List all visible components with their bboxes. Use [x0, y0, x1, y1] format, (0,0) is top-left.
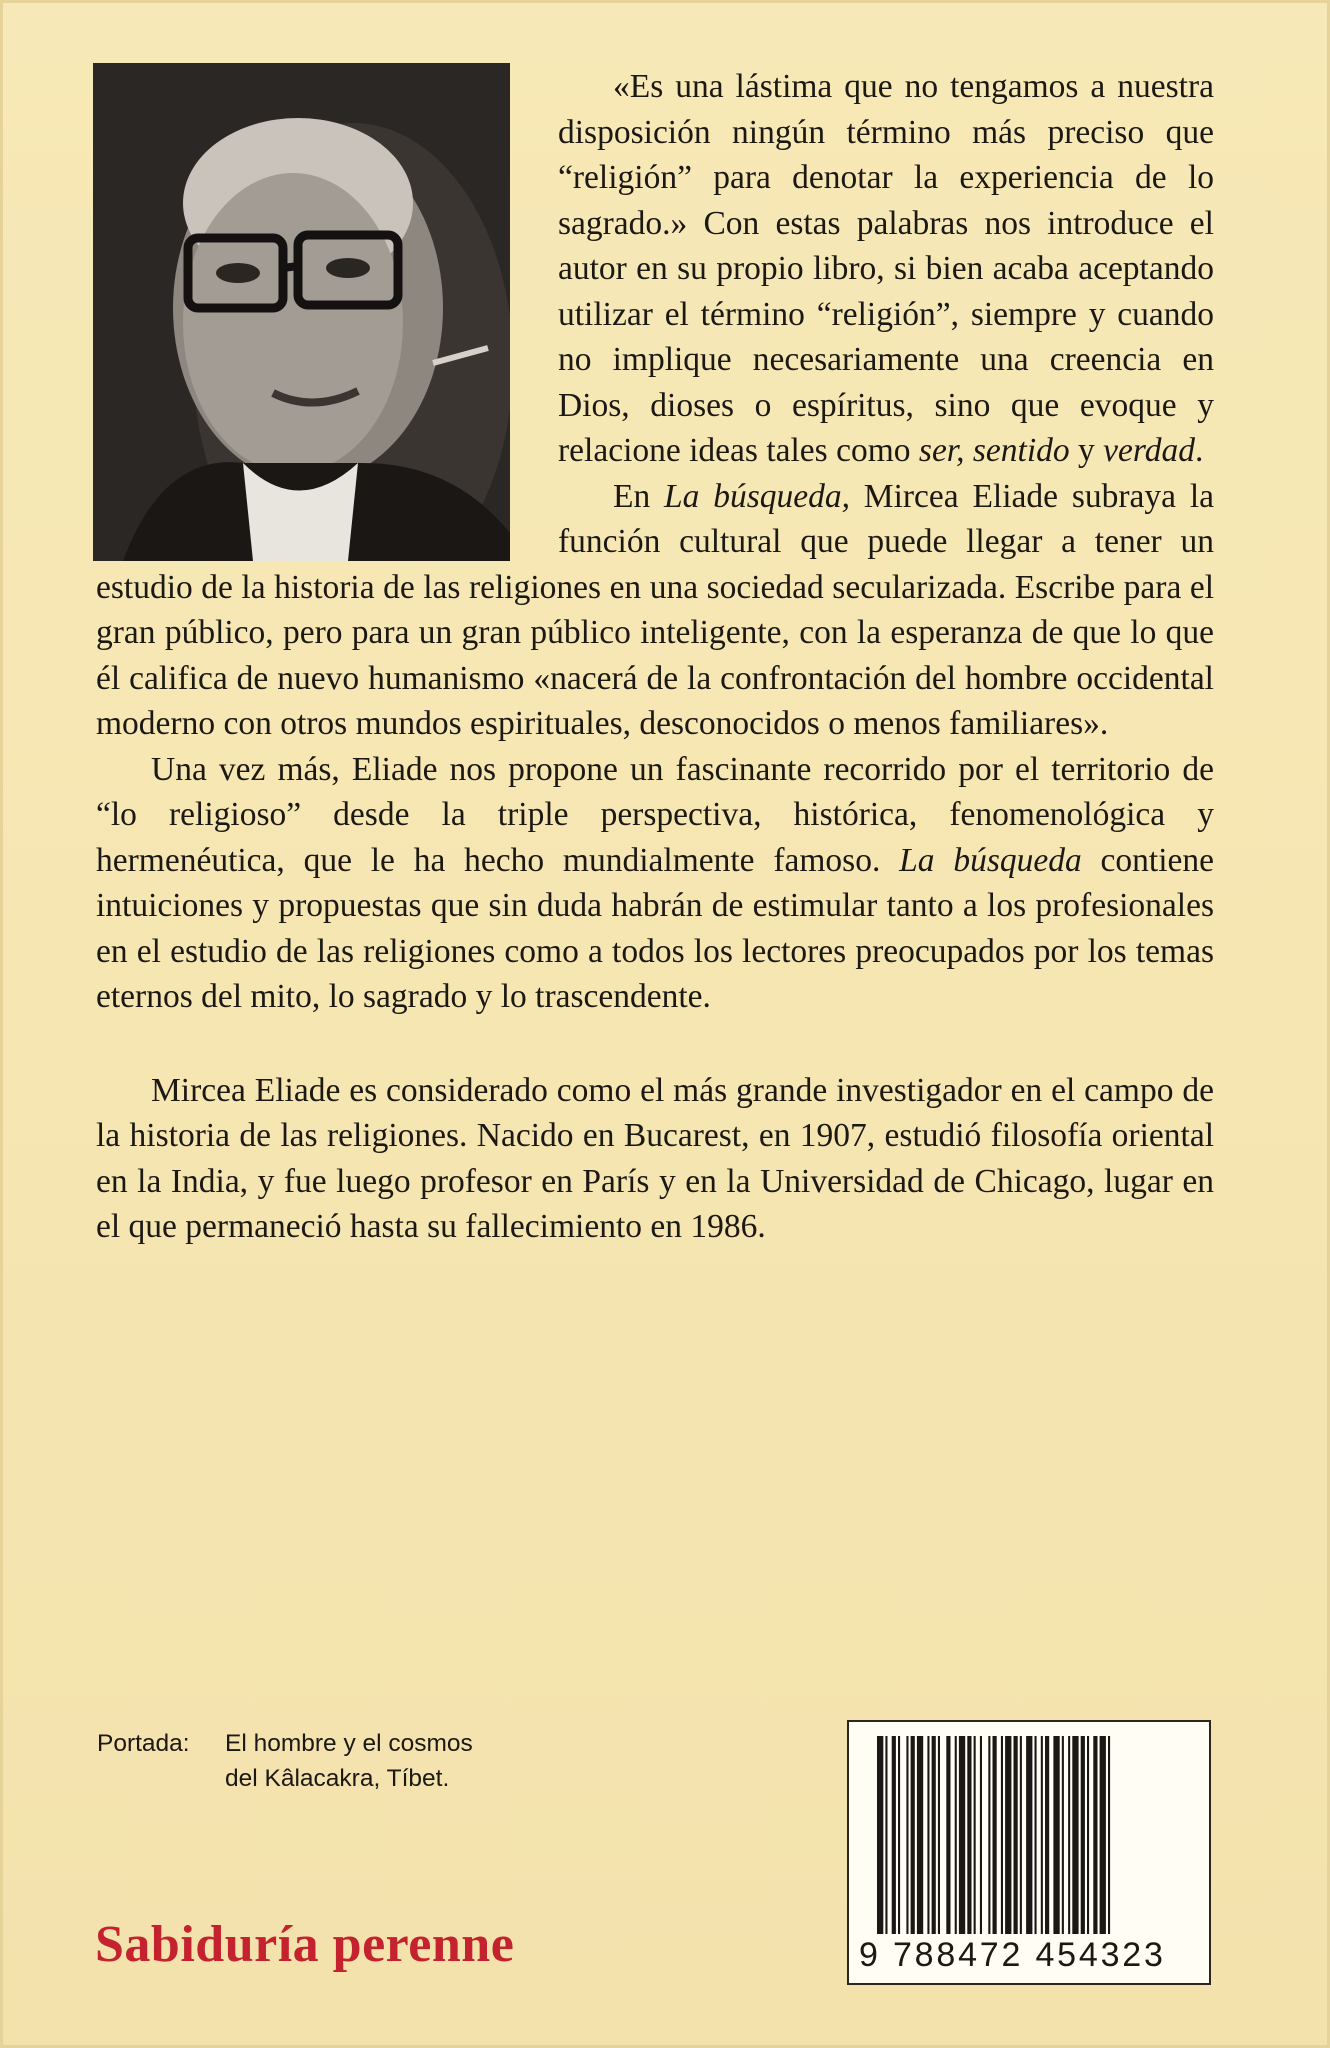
- barcode-bar: [932, 1736, 936, 1934]
- barcode-bar: [1087, 1736, 1089, 1934]
- blurb-p1-italic-1: ser, sentido: [918, 432, 1070, 469]
- blurb-p1-italic-2: verdad: [1103, 432, 1195, 469]
- barcode-bar: [988, 1736, 990, 1934]
- barcode-bar: [1081, 1736, 1085, 1934]
- blurb-p2-italic: La búsqueda,: [664, 477, 850, 515]
- barcode-digits: 9 788472 454323: [859, 1936, 1166, 1974]
- barcode-bar: [1100, 1736, 1106, 1934]
- barcode-bar: [1068, 1736, 1070, 1934]
- blurb-p1-text-3: .: [1194, 432, 1204, 469]
- blurb-p1-text-2: y: [1069, 432, 1104, 469]
- barcode-bar: [1041, 1736, 1043, 1934]
- series-title: Sabiduría perenne: [95, 1916, 515, 1973]
- barcode-bar: [1108, 1736, 1110, 1934]
- barcode-bar: [974, 1736, 976, 1934]
- barcode-bar: [1005, 1736, 1011, 1934]
- blurb-p3-italic: La búsqueda: [899, 841, 1082, 879]
- barcode-bar: [946, 1736, 950, 1934]
- isbn-barcode: [847, 1720, 1211, 1985]
- barcode-bar: [906, 1736, 908, 1934]
- barcode-bar: [1014, 1736, 1018, 1934]
- barcode-bar: [1053, 1736, 1059, 1934]
- barcode-bar: [885, 1736, 887, 1934]
- blurb-text: [96, 64, 1214, 1250]
- barcode-bar: [1093, 1736, 1097, 1934]
- barcode-bar: [1001, 1736, 1003, 1934]
- caption-line-2: del Kâlacakra, Tíbet.: [225, 1765, 450, 1792]
- blurb-p2-text: En: [613, 477, 665, 515]
- blurb-p1-text: «Es una lástima que no tengamos a nuestra disposición ningún término más preciso que “religión” para denotar la experiencia de lo sagrado.» Con estas palabras nos introduce el autor en su propio libro, si bien acaba aceptando utilizar el término “religión”, siempre y cuando no implique necesariamente una creencia en Dios, dioses o espíritus, sino que evoque y relacione ideas tales como: [558, 68, 1214, 469]
- barcode-bar: [967, 1736, 971, 1934]
- barcode-bar: [1026, 1736, 1032, 1934]
- caption-body: [225, 1726, 473, 1796]
- barcode-bar: [938, 1736, 940, 1934]
- author-bio-paragraph: Mircea Eliade es considerado como el más grande investigador en el campo de la historia de las religiones. Nacido en Bucarest, en 1907, estudió filosofía oriental en la India, y fue luego profesor en París y en la Universidad de Chicago, lugar en el que permaneció hasta su fallecimiento en 1986.: [96, 1071, 1214, 1245]
- photo-wrap-spacer: [96, 64, 558, 564]
- barcode-bar: [980, 1736, 982, 1934]
- barcode-bar: [911, 1736, 915, 1934]
- blurb-p3-text: Una vez más, Eliade nos propone un fascinante recorrido por el territorio de “lo religioso” desde la triple perspectiva, histórica, fenomenológica y hermenéutica, que le ha hecho mundialmente famoso.: [96, 750, 1214, 879]
- caption-label: Portada:: [97, 1730, 190, 1757]
- barcode-bars: [877, 1736, 1187, 1934]
- barcode-bar: [1045, 1736, 1049, 1934]
- cover-caption: [97, 1726, 473, 1796]
- blurb-p2-text-2: Mircea Eliade subraya la función cultural que puede llegar a tener un estudio de la historia de las religiones en una sociedad secularizada. Escribe para el gran público, pero para un gran público inteligente, con la esperanza de que lo que él califica de nuevo humanismo «nacerá de la confrontación del hombre occidental moderno con otros mundos espirituales, desconocidos o menos familiares».: [96, 477, 1214, 742]
- barcode-bar: [877, 1736, 883, 1934]
- barcode-bar: [993, 1736, 997, 1934]
- barcode-bar: [959, 1736, 965, 1934]
- blurb-paragraph-3: [96, 747, 1214, 1020]
- barcode-bar: [917, 1736, 923, 1934]
- barcode-bar: [1072, 1736, 1078, 1934]
- barcode-bar: [1035, 1736, 1037, 1934]
- barcode-bar: [1020, 1736, 1022, 1934]
- caption-line-1: El hombre y el cosmos: [225, 1730, 473, 1757]
- barcode-bar: [955, 1736, 957, 1934]
- barcode-bar: [892, 1736, 896, 1934]
- barcode-bar: [898, 1736, 900, 1934]
- barcode-bar: [927, 1736, 929, 1934]
- barcode-bar: [1062, 1736, 1064, 1934]
- blurb-p3-text-2: contiene intuiciones y propuestas que sin duda habrán de estimular tanto a los profesionales en el estudio de las religiones como a todos los lectores preocupados por los temas eternos del mito, lo sagrado y lo trascendente.: [96, 841, 1214, 1015]
